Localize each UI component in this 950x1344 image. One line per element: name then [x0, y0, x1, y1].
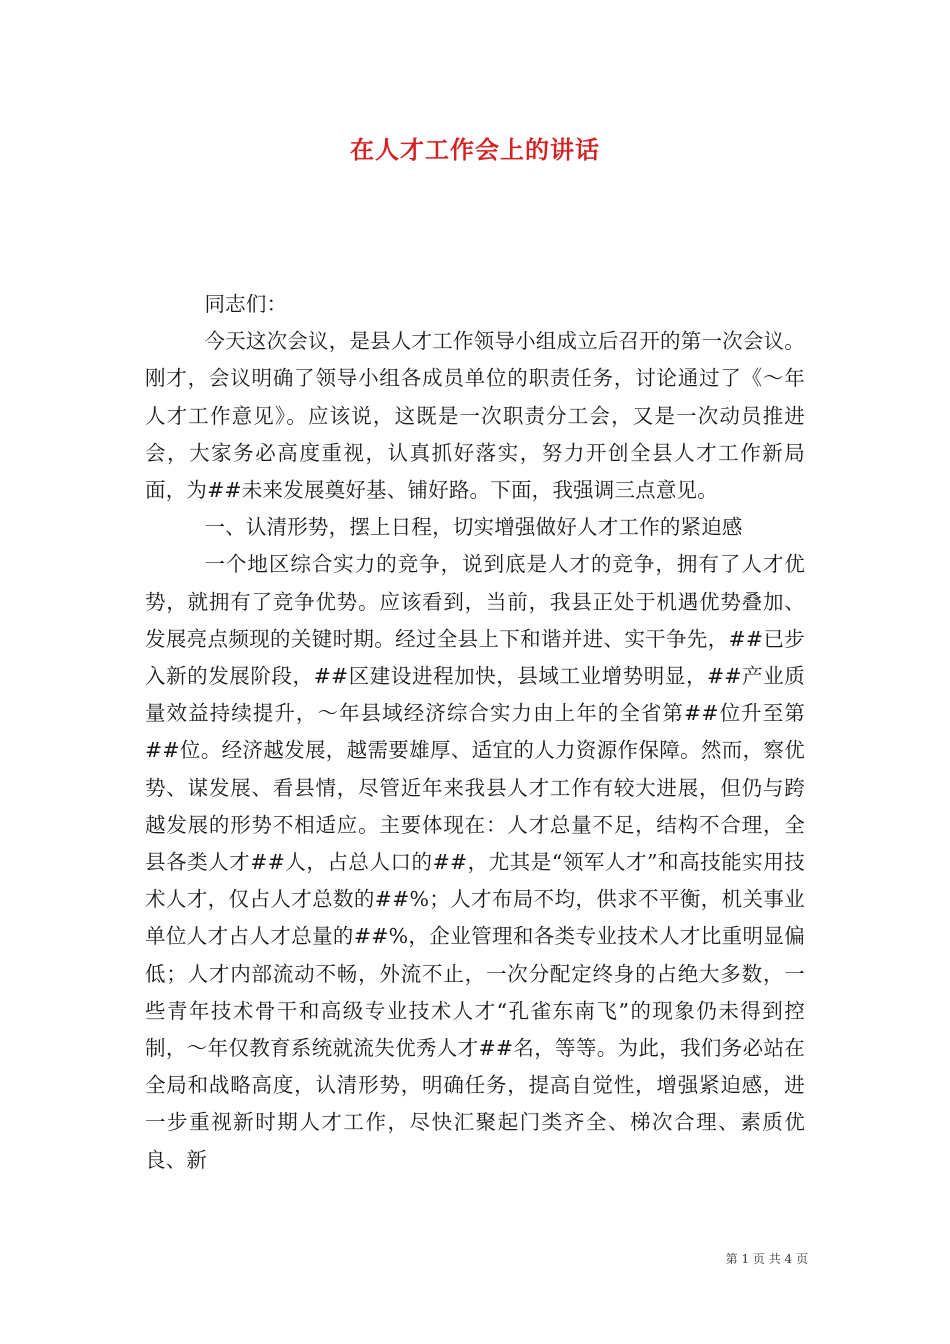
salutation-paragraph: 同志们： [204, 292, 288, 316]
document-body [145, 286, 805, 1179]
intro-paragraph: 今天这次会议，是县人才工作领导小组成立后召开的第一次会议。刚才，会议明确了领导小组各成员单位的职责任务，讨论通过了《～年人才工作意见》。应该说，这既是一次职责分工会，又是一次动员推进会，大家务必高度重视，认真抓好落实，努力开创全县人才工作新局面，为##未来发展奠好基、铺好路。下面，我强调三点意见。 [145, 329, 805, 503]
page-number: 第 1 页 共 4 页 [725, 1252, 808, 1266]
page-title: 在人才工作会上的讲话 [350, 135, 600, 164]
section-heading: 一、认清形势，摆上日程，切实增强做好人才工作的紧迫感 [204, 515, 743, 540]
body-paragraph: 一个地区综合实力的竞争，说到底是人才的竞争，拥有了人才优势，就拥有了竞争优势。应该看到，当前，我县正处于机遇优势叠加、发展亮点频现的关键时期。经过全县上下和谐并进、实干争先，##已步入新的发展阶段，##区建设进程加快，县域工业增势明显，##产业质量效益持续提升，～年县域经济综合实力由上年的全省第##位升至第##位。经济越发展，越需要雄厚、适宜的人力资源作保障。然而，察优势、谋发展、看县情，尽管近年来我县人才工作有较大进展，但仍与跨越发展的形势不相适应。主要体现在：人才总量不足，结构不合理，全县各类人才##人，占总人口的##，尤其是“领军人才”和高技能实用技术人才，仅占人才总数的##%；人才布局不均，供求不平衡，机关事业单位人才占人才总量的##%，企业管理和各类专业技术人才比重明显偏低；人才内部流动不畅，外流不止，一次分配定终身的占绝大多数，一些青年技术骨干和高级专业技术人才“孔雀东南飞”的现象仍未得到控制，～年仅教育系统就流失优秀人才##名，等等。为此，我们务必站在全局和战略高度，认清形势，明确任务，提高自觉性，增强紧迫感，进一步重视新时期人才工作，尽快汇聚起门类齐全、梯次合理、素质优良、新 [145, 552, 805, 1172]
